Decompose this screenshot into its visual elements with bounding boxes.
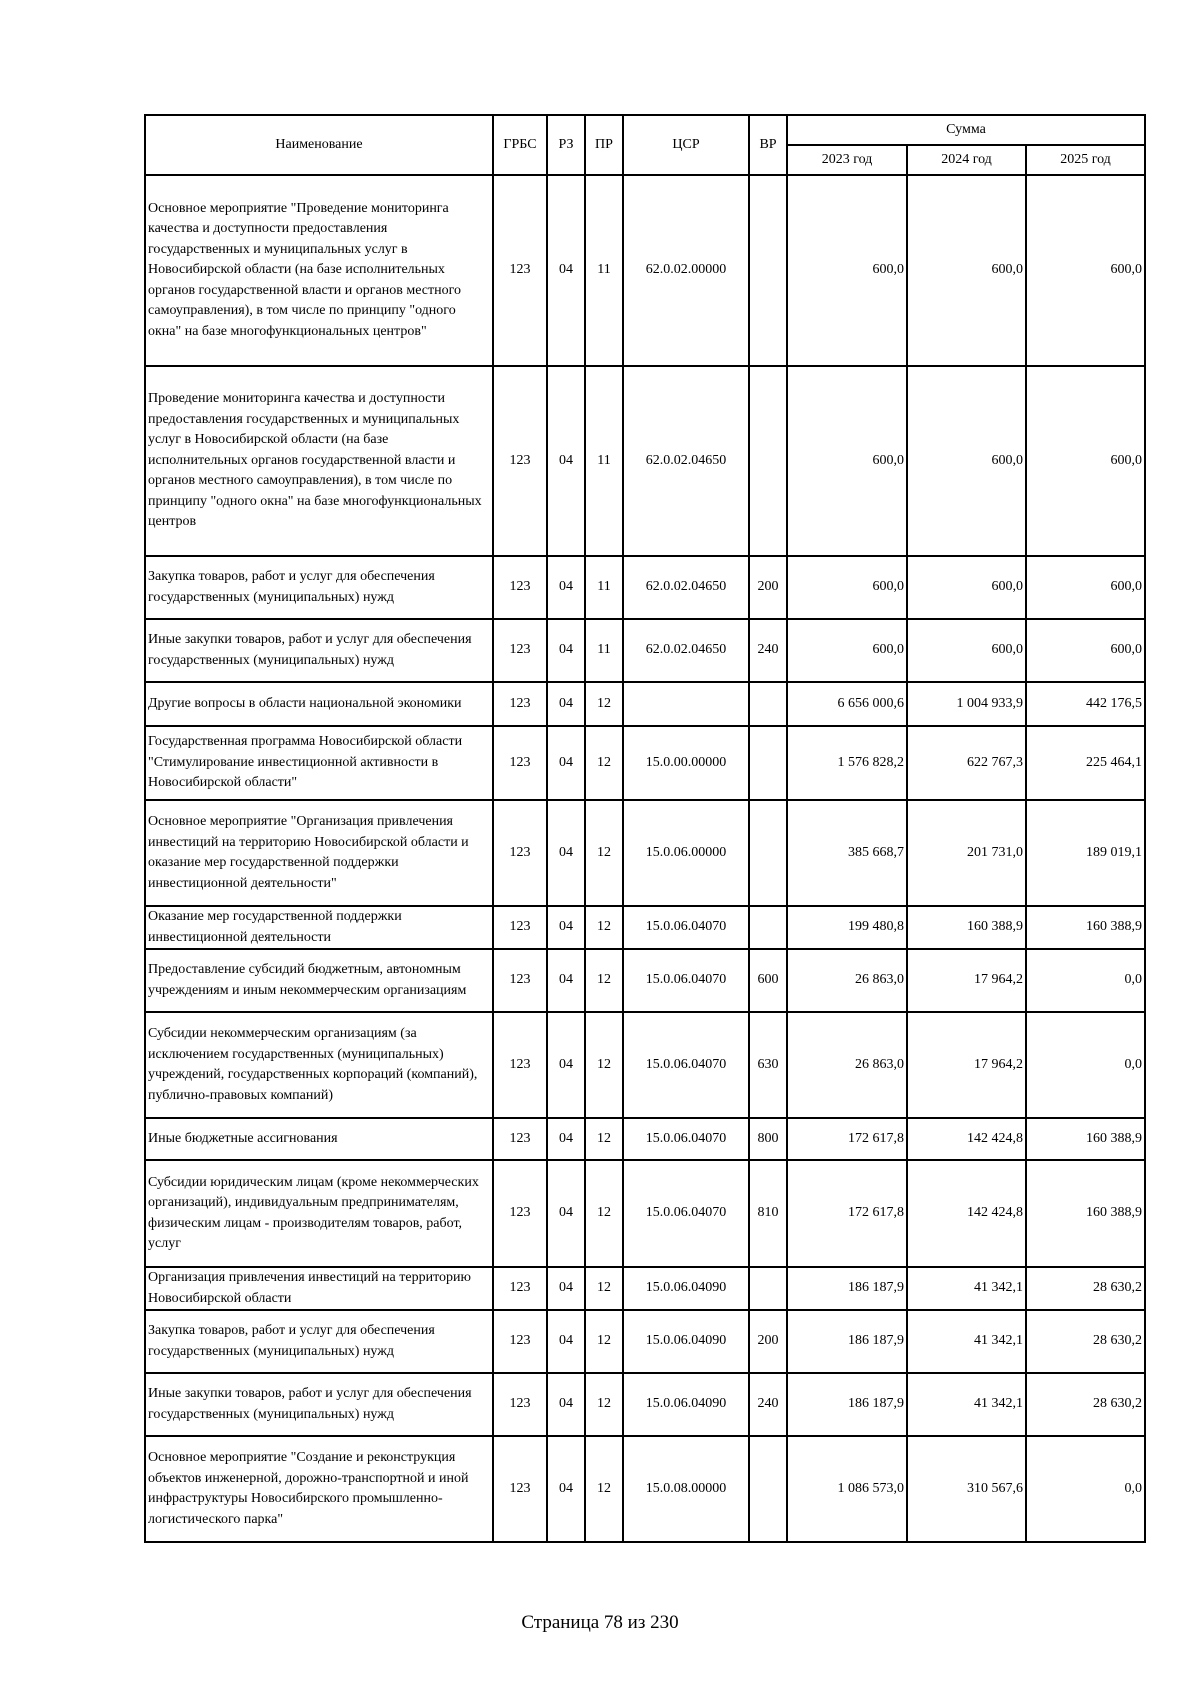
- cell-2024: 17 964,2: [907, 949, 1026, 1012]
- table-row: [145, 556, 1145, 619]
- cell-csr: 15.0.06.00000: [623, 800, 749, 906]
- cell-grbs: 123: [493, 1267, 547, 1310]
- cell-2024: 41 342,1: [907, 1310, 1026, 1373]
- table-row: [145, 906, 1145, 949]
- cell-rz: 04: [547, 1267, 585, 1310]
- cell-rz: 04: [547, 175, 585, 366]
- cell-vr: [749, 1436, 787, 1542]
- cell-2025: 160 388,9: [1026, 1118, 1145, 1160]
- cell-grbs: 123: [493, 175, 547, 366]
- cell-2024: 622 767,3: [907, 726, 1026, 800]
- header-pr: ПР: [585, 115, 623, 175]
- cell-csr: 15.0.06.04070: [623, 1012, 749, 1118]
- cell-vr: [749, 175, 787, 366]
- cell-2023: 172 617,8: [787, 1160, 907, 1267]
- table-row: [145, 1436, 1145, 1542]
- cell-rz: 04: [547, 1373, 585, 1436]
- cell-2025: 160 388,9: [1026, 1160, 1145, 1267]
- cell-csr: 15.0.06.04090: [623, 1267, 749, 1310]
- cell-name: Закупка товаров, работ и услуг для обеспечения государственных (муниципальных) нужд: [145, 1310, 493, 1373]
- cell-name: Оказание мер государственной поддержки инвестиционной деятельности: [145, 906, 493, 949]
- header-sum: Сумма: [787, 115, 1145, 145]
- cell-csr: 62.0.02.04650: [623, 366, 749, 556]
- cell-2023: 186 187,9: [787, 1310, 907, 1373]
- table-row: [145, 619, 1145, 682]
- header-2024: 2024 год: [907, 145, 1026, 175]
- cell-2023: 385 668,7: [787, 800, 907, 906]
- cell-grbs: 123: [493, 682, 547, 726]
- cell-name: Другие вопросы в области национальной экономики: [145, 682, 493, 726]
- cell-pr: 12: [585, 1267, 623, 1310]
- table-row: [145, 1012, 1145, 1118]
- table-body: [145, 175, 1145, 1542]
- cell-pr: 12: [585, 1160, 623, 1267]
- cell-2025: 600,0: [1026, 556, 1145, 619]
- cell-name: Организация привлечения инвестиций на территорию Новосибирской области: [145, 1267, 493, 1310]
- cell-pr: 12: [585, 800, 623, 906]
- cell-vr: [749, 1267, 787, 1310]
- cell-grbs: 123: [493, 1373, 547, 1436]
- cell-grbs: 123: [493, 726, 547, 800]
- cell-pr: 11: [585, 556, 623, 619]
- cell-2023: 600,0: [787, 366, 907, 556]
- cell-2024: 600,0: [907, 366, 1026, 556]
- cell-grbs: 123: [493, 906, 547, 949]
- cell-csr: [623, 682, 749, 726]
- cell-grbs: 123: [493, 1310, 547, 1373]
- cell-2023: 600,0: [787, 556, 907, 619]
- cell-vr: 800: [749, 1118, 787, 1160]
- cell-pr: 12: [585, 1012, 623, 1118]
- cell-2025: 0,0: [1026, 949, 1145, 1012]
- cell-2025: 442 176,5: [1026, 682, 1145, 726]
- cell-2023: 6 656 000,6: [787, 682, 907, 726]
- table-row: [145, 726, 1145, 800]
- cell-vr: 200: [749, 556, 787, 619]
- cell-rz: 04: [547, 1012, 585, 1118]
- cell-2024: 142 424,8: [907, 1118, 1026, 1160]
- cell-pr: 11: [585, 619, 623, 682]
- cell-csr: 15.0.06.04070: [623, 949, 749, 1012]
- budget-table: [144, 114, 1146, 1543]
- cell-2024: 600,0: [907, 556, 1026, 619]
- cell-rz: 04: [547, 619, 585, 682]
- cell-2024: 17 964,2: [907, 1012, 1026, 1118]
- cell-vr: 240: [749, 619, 787, 682]
- cell-grbs: 123: [493, 1118, 547, 1160]
- table-row: [145, 1267, 1145, 1310]
- cell-pr: 12: [585, 1436, 623, 1542]
- cell-vr: 810: [749, 1160, 787, 1267]
- table-row: [145, 682, 1145, 726]
- cell-csr: 15.0.06.04090: [623, 1373, 749, 1436]
- cell-2023: 600,0: [787, 619, 907, 682]
- cell-2023: 26 863,0: [787, 949, 907, 1012]
- cell-2023: 1 086 573,0: [787, 1436, 907, 1542]
- cell-csr: 62.0.02.00000: [623, 175, 749, 366]
- cell-2024: 600,0: [907, 175, 1026, 366]
- cell-2025: 600,0: [1026, 175, 1145, 366]
- cell-vr: [749, 682, 787, 726]
- header-rz: РЗ: [547, 115, 585, 175]
- cell-csr: 62.0.02.04650: [623, 556, 749, 619]
- cell-rz: 04: [547, 726, 585, 800]
- cell-name: Закупка товаров, работ и услуг для обеспечения государственных (муниципальных) нужд: [145, 556, 493, 619]
- cell-2023: 199 480,8: [787, 906, 907, 949]
- cell-grbs: 123: [493, 1436, 547, 1542]
- cell-rz: 04: [547, 1436, 585, 1542]
- cell-2023: 600,0: [787, 175, 907, 366]
- cell-rz: 04: [547, 682, 585, 726]
- cell-vr: 600: [749, 949, 787, 1012]
- cell-pr: 12: [585, 949, 623, 1012]
- cell-vr: [749, 800, 787, 906]
- table-row: [145, 366, 1145, 556]
- cell-2024: 201 731,0: [907, 800, 1026, 906]
- cell-rz: 04: [547, 949, 585, 1012]
- cell-rz: 04: [547, 1118, 585, 1160]
- cell-2023: 172 617,8: [787, 1118, 907, 1160]
- cell-vr: 200: [749, 1310, 787, 1373]
- cell-csr: 15.0.06.04070: [623, 1118, 749, 1160]
- cell-pr: 12: [585, 726, 623, 800]
- cell-2024: 41 342,1: [907, 1267, 1026, 1310]
- cell-vr: [749, 726, 787, 800]
- cell-vr: 240: [749, 1373, 787, 1436]
- cell-name: Субсидии некоммерческим организациям (за исключением государственных (муниципальных) учреждений, государственных корпораций (компаний), публично-правовых компаний): [145, 1012, 493, 1118]
- cell-2025: 28 630,2: [1026, 1310, 1145, 1373]
- cell-grbs: 123: [493, 556, 547, 619]
- page-number: Страница 78 из 230: [521, 1612, 679, 1633]
- cell-vr: [749, 366, 787, 556]
- table-row: [145, 1118, 1145, 1160]
- cell-2025: 28 630,2: [1026, 1373, 1145, 1436]
- cell-csr: 15.0.06.04090: [623, 1310, 749, 1373]
- cell-2024: 142 424,8: [907, 1160, 1026, 1267]
- cell-rz: 04: [547, 556, 585, 619]
- cell-rz: 04: [547, 800, 585, 906]
- cell-grbs: 123: [493, 1012, 547, 1118]
- cell-pr: 11: [585, 366, 623, 556]
- cell-grbs: 123: [493, 619, 547, 682]
- cell-grbs: 123: [493, 1160, 547, 1267]
- cell-rz: 04: [547, 1160, 585, 1267]
- cell-pr: 12: [585, 906, 623, 949]
- cell-2024: 600,0: [907, 619, 1026, 682]
- table-row: [145, 949, 1145, 1012]
- cell-2023: 26 863,0: [787, 1012, 907, 1118]
- cell-rz: 04: [547, 366, 585, 556]
- cell-name: Проведение мониторинга качества и доступности предоставления государственных и муниципальных услуг в Новосибирской области (на базе исполнительных органов государственной власти и органов местного самоуправления), в том числе по принципу "одного окна" на базе многофункциональных центров: [145, 366, 493, 556]
- cell-name: Иные бюджетные ассигнования: [145, 1118, 493, 1160]
- table-row: [145, 1310, 1145, 1373]
- cell-vr: [749, 906, 787, 949]
- cell-2025: 225 464,1: [1026, 726, 1145, 800]
- cell-rz: 04: [547, 906, 585, 949]
- header-2023: 2023 год: [787, 145, 907, 175]
- header-name: Наименование: [145, 115, 493, 175]
- cell-pr: 11: [585, 175, 623, 366]
- cell-csr: 15.0.00.00000: [623, 726, 749, 800]
- cell-2024: 310 567,6: [907, 1436, 1026, 1542]
- header-csr: ЦСР: [623, 115, 749, 175]
- cell-2025: 0,0: [1026, 1436, 1145, 1542]
- cell-2024: 1 004 933,9: [907, 682, 1026, 726]
- cell-pr: 12: [585, 1310, 623, 1373]
- table-row: [145, 1160, 1145, 1267]
- cell-name: Основное мероприятие "Проведение мониторинга качества и доступности предоставления государственных и муниципальных услуг в Новосибирской области (на базе исполнительных органов государственной власти и органов местного самоуправления), в том числе по принципу "одного окна" на базе многофункциональных центров": [145, 175, 493, 366]
- table-row: [145, 175, 1145, 366]
- cell-2025: 0,0: [1026, 1012, 1145, 1118]
- cell-2025: 160 388,9: [1026, 906, 1145, 949]
- cell-name: Государственная программа Новосибирской области "Стимулирование инвестиционной активности в Новосибирской области": [145, 726, 493, 800]
- cell-vr: 630: [749, 1012, 787, 1118]
- table-row: [145, 1373, 1145, 1436]
- cell-name: Иные закупки товаров, работ и услуг для обеспечения государственных (муниципальных) нужд: [145, 1373, 493, 1436]
- cell-csr: 15.0.06.04070: [623, 1160, 749, 1267]
- cell-2025: 189 019,1: [1026, 800, 1145, 906]
- cell-2024: 160 388,9: [907, 906, 1026, 949]
- cell-grbs: 123: [493, 949, 547, 1012]
- cell-csr: 62.0.02.04650: [623, 619, 749, 682]
- cell-name: Субсидии юридическим лицам (кроме некоммерческих организаций), индивидуальным предпринимателям, физическим лицам - производителям товаров, работ, услуг: [145, 1160, 493, 1267]
- cell-grbs: 123: [493, 800, 547, 906]
- cell-2023: 186 187,9: [787, 1373, 907, 1436]
- cell-2024: 41 342,1: [907, 1373, 1026, 1436]
- header-2025: 2025 год: [1026, 145, 1145, 175]
- cell-name: Основное мероприятие "Организация привлечения инвестиций на территорию Новосибирской области и оказание мер государственной поддержки инвестиционной деятельности": [145, 800, 493, 906]
- cell-2025: 600,0: [1026, 619, 1145, 682]
- table-row: [145, 800, 1145, 906]
- cell-2023: 186 187,9: [787, 1267, 907, 1310]
- cell-2023: 1 576 828,2: [787, 726, 907, 800]
- table-header: [145, 115, 1145, 175]
- header-grbs: ГРБС: [493, 115, 547, 175]
- cell-pr: 12: [585, 1373, 623, 1436]
- header-vr: ВР: [749, 115, 787, 175]
- cell-name: Иные закупки товаров, работ и услуг для обеспечения государственных (муниципальных) нужд: [145, 619, 493, 682]
- cell-csr: 15.0.08.00000: [623, 1436, 749, 1542]
- cell-pr: 12: [585, 682, 623, 726]
- cell-rz: 04: [547, 1310, 585, 1373]
- cell-pr: 12: [585, 1118, 623, 1160]
- cell-2025: 28 630,2: [1026, 1267, 1145, 1310]
- cell-csr: 15.0.06.04070: [623, 906, 749, 949]
- cell-2025: 600,0: [1026, 366, 1145, 556]
- cell-grbs: 123: [493, 366, 547, 556]
- cell-name: Предоставление субсидий бюджетным, автономным учреждениям и иным некоммерческим организациям: [145, 949, 493, 1012]
- cell-name: Основное мероприятие "Создание и реконструкция объектов инженерной, дорожно-транспортной и иной инфраструктуры Новосибирского промышленно-логистического парка": [145, 1436, 493, 1542]
